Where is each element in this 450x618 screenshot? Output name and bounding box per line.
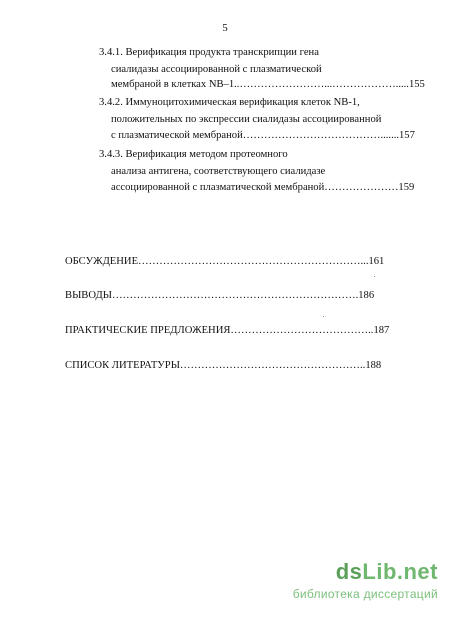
scan-speck (374, 276, 375, 277)
subsection-3-4-3-line-1: 3.4.3. Верификация методом протеомного (99, 149, 288, 160)
subsection-3-4-1-line-3: мембраной в клетках NB–1..……………………...……………….....155 (111, 79, 425, 90)
subsection-3-4-1-line-1: 3.4.1. Верификация продукта транскрипции гена (99, 47, 319, 58)
toc-entry-references: СПИСОК ЛИТЕРАТУРЫ……………………………………………..188 (65, 360, 382, 371)
dslib-watermark (248, 560, 438, 604)
subsection-3-4-3-line-2: анализа антигена, соответствующего сиалидазе (111, 166, 326, 177)
watermark-logo-main: Lib.net (362, 559, 438, 584)
subsection-3-4-2-line-1: 3.4.2. Иммуноцитохимическая верификация клеток NB-1, (99, 97, 360, 108)
subsection-3-4-3-line-3: ассоциированной с плазматической мембраной…………………159 (111, 182, 415, 193)
page-number: 5 (222, 22, 228, 34)
watermark-logo-prefix: ds (335, 559, 363, 584)
toc-entry-discussion: ОБСУЖДЕНИЕ………………………………………………………...161 (65, 256, 385, 267)
scan-speck (323, 316, 324, 317)
toc-entry-conclusions: ВЫВОДЫ…………………………………………………………….186 (65, 290, 375, 301)
subsection-3-4-2-line-3: с плазматической мембраной………………………………….......157 (111, 130, 415, 141)
toc-entry-practical-recommendations: ПРАКТИЧЕСКИЕ ПРЕДЛОЖЕНИЯ…………………………………..187 (65, 325, 390, 336)
subsection-3-4-1-line-2: сиалидазы ассоциированной с плазматической (111, 64, 322, 75)
watermark-caption: библиотека диссертаций (292, 587, 438, 601)
watermark-logo (336, 560, 438, 584)
subsection-3-4-2-line-2: положительных по экспрессии сиалидазы ассоциированной (111, 114, 382, 125)
